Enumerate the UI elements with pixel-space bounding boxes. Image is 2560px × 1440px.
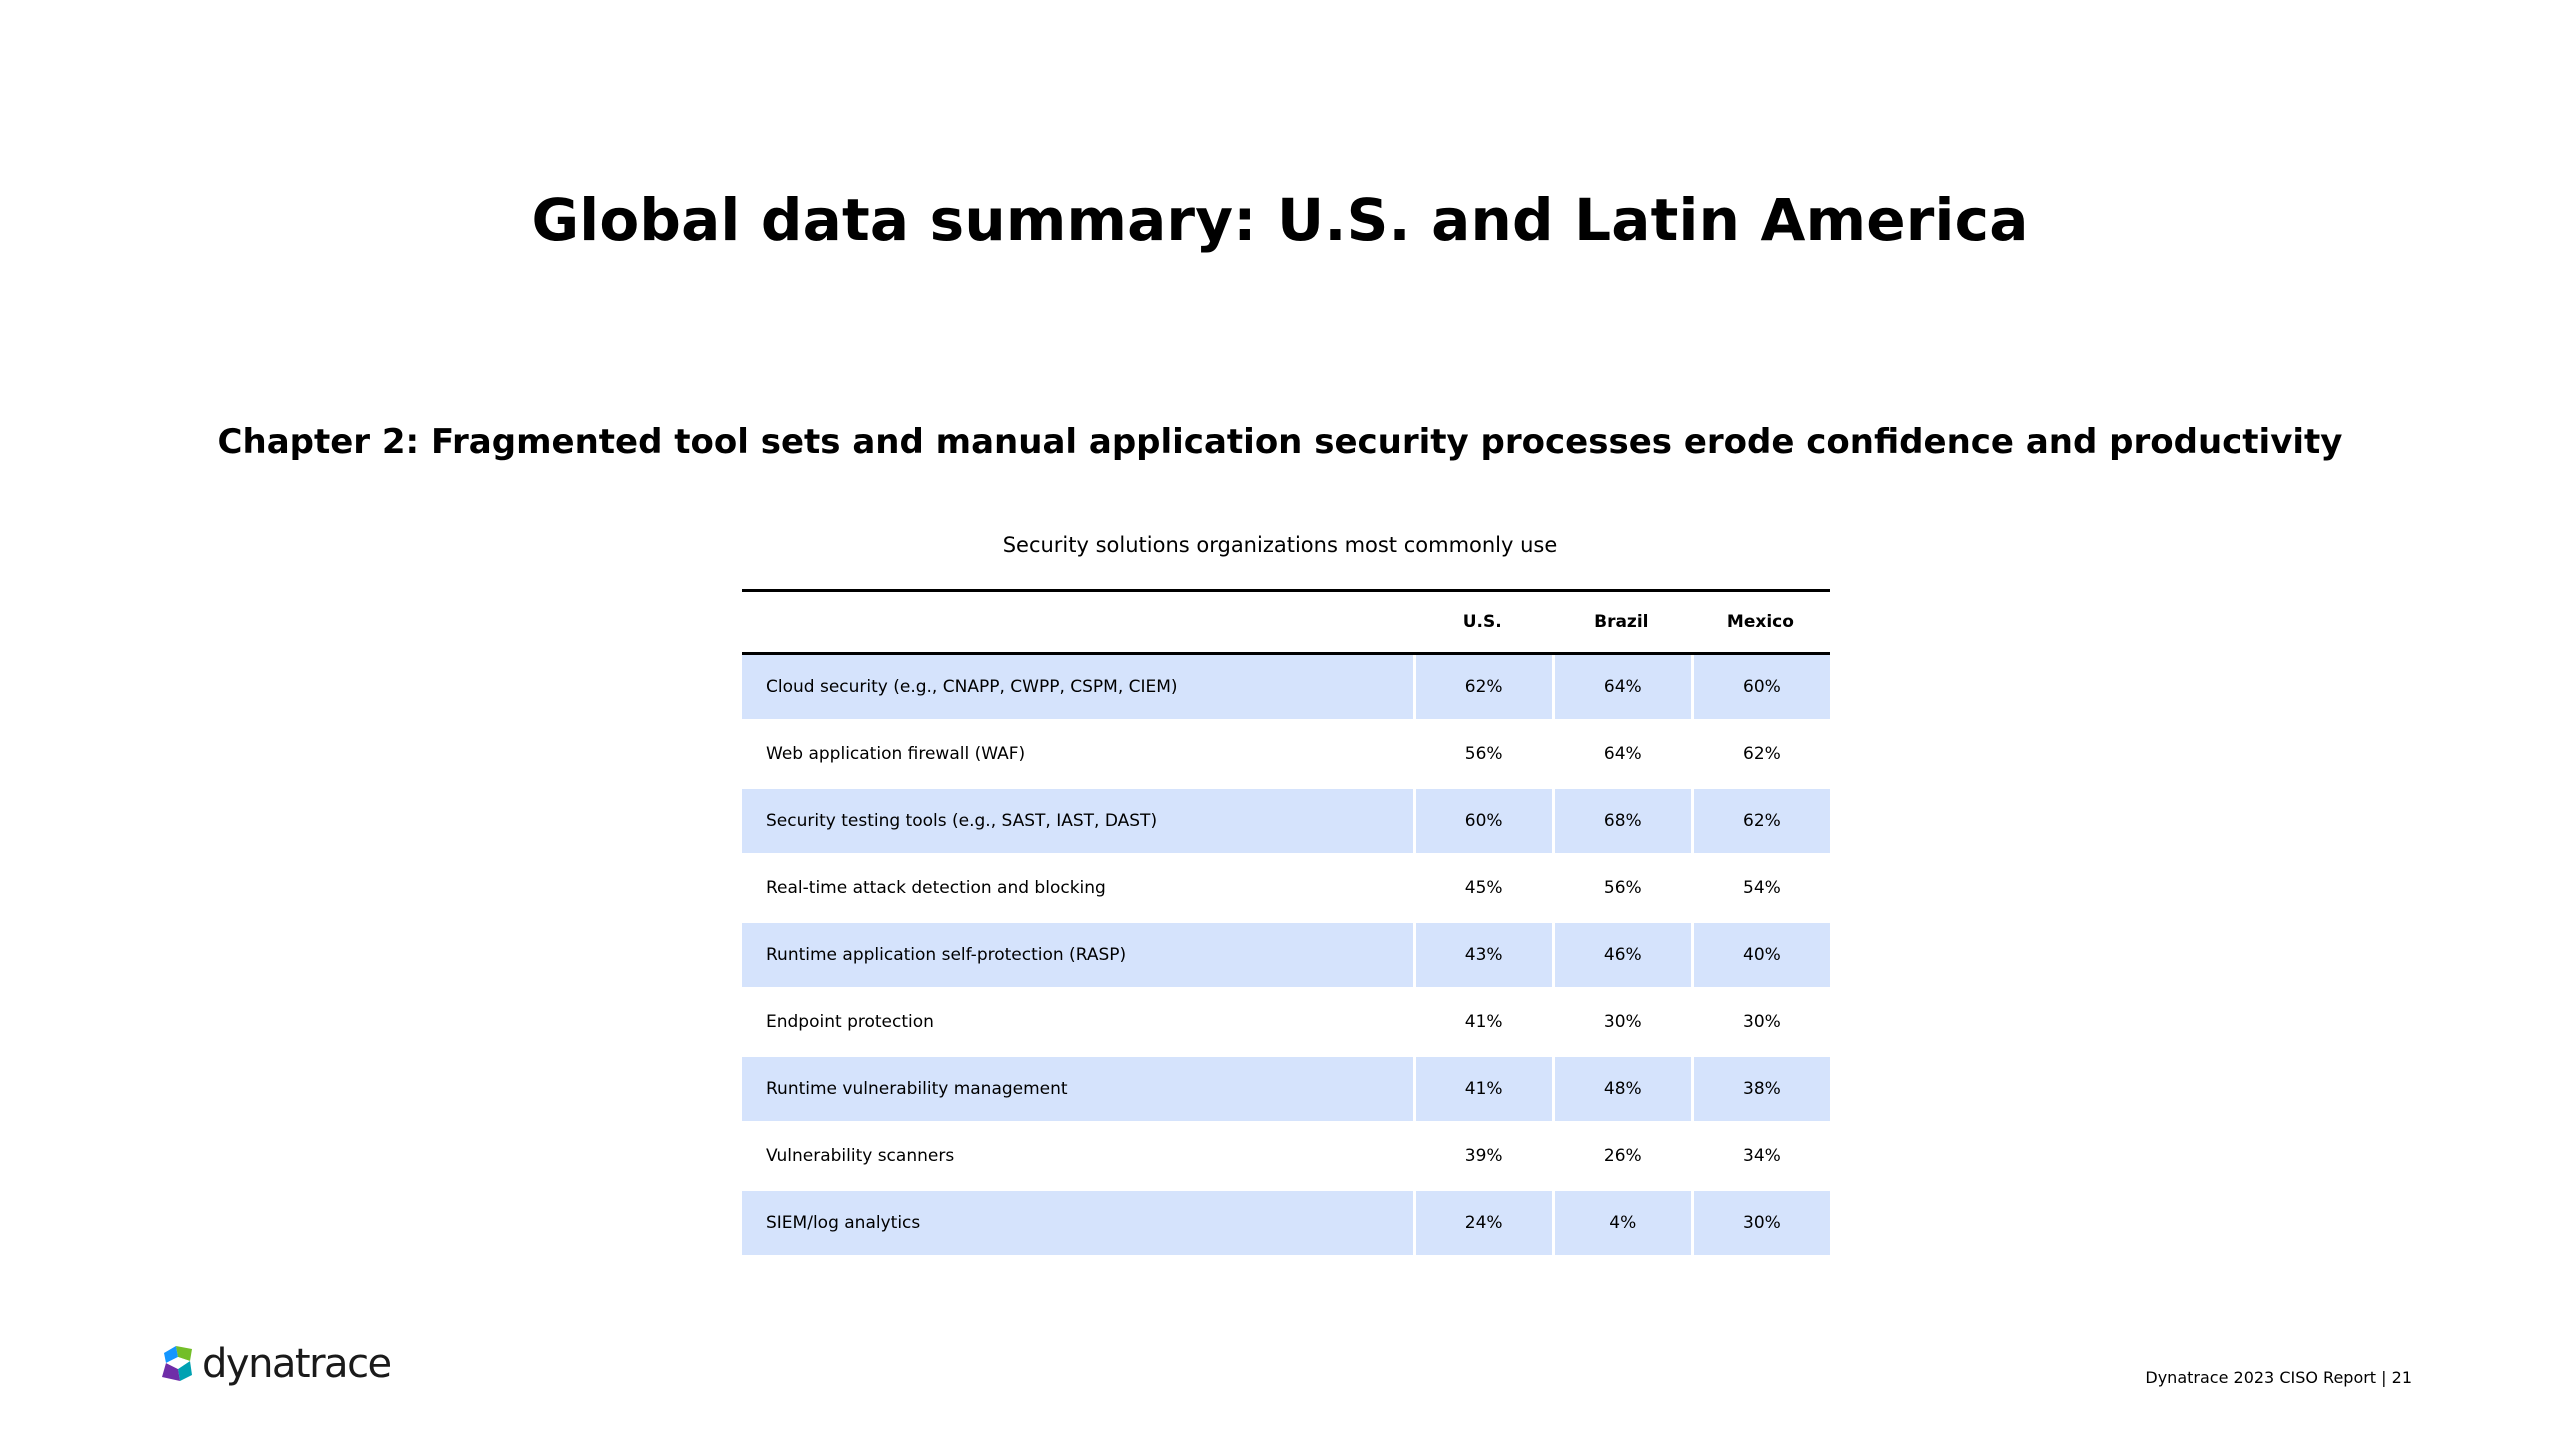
page-footer: Dynatrace 2023 CISO Report | 21 bbox=[2145, 1368, 2412, 1387]
cell-brazil: 48% bbox=[1552, 1057, 1691, 1124]
cell-mexico: 34% bbox=[1691, 1124, 1830, 1191]
column-header-brazil: Brazil bbox=[1552, 589, 1691, 655]
table-row bbox=[742, 655, 1830, 722]
table-row bbox=[742, 856, 1830, 923]
column-header-us: U.S. bbox=[1413, 589, 1552, 655]
table-row bbox=[742, 1057, 1830, 1124]
cell-mexico: 38% bbox=[1691, 1057, 1830, 1124]
table-row bbox=[742, 1124, 1830, 1191]
column-header-label bbox=[742, 589, 1413, 655]
cell-brazil: 56% bbox=[1552, 856, 1691, 923]
cell-mexico: 54% bbox=[1691, 856, 1830, 923]
row-label: Runtime application self-protection (RASP) bbox=[742, 923, 1413, 990]
cell-brazil: 26% bbox=[1552, 1124, 1691, 1191]
cell-mexico: 60% bbox=[1691, 655, 1830, 722]
page-title: Global data summary: U.S. and Latin America bbox=[531, 186, 2029, 254]
cell-mexico: 62% bbox=[1691, 722, 1830, 789]
cell-brazil: 46% bbox=[1552, 923, 1691, 990]
cell-us: 41% bbox=[1413, 1057, 1552, 1124]
row-label: Security testing tools (e.g., SAST, IAST, DAST) bbox=[742, 789, 1413, 856]
cell-us: 39% bbox=[1413, 1124, 1552, 1191]
table-row bbox=[742, 722, 1830, 789]
security-solutions-table bbox=[742, 589, 1830, 1258]
table-row bbox=[742, 990, 1830, 1057]
logo-wordmark: dynatrace bbox=[202, 1341, 391, 1387]
row-label: Vulnerability scanners bbox=[742, 1124, 1413, 1191]
cell-brazil: 30% bbox=[1552, 990, 1691, 1057]
cell-brazil: 64% bbox=[1552, 722, 1691, 789]
table-row bbox=[742, 1191, 1830, 1258]
cell-us: 45% bbox=[1413, 856, 1552, 923]
dynatrace-logo-icon bbox=[158, 1343, 198, 1385]
cell-us: 62% bbox=[1413, 655, 1552, 722]
table-row bbox=[742, 923, 1830, 990]
cell-brazil: 68% bbox=[1552, 789, 1691, 856]
table-header bbox=[742, 589, 1830, 655]
table-caption: Security solutions organizations most commonly use bbox=[1002, 533, 1558, 557]
dynatrace-logo bbox=[158, 1342, 391, 1386]
row-label: Endpoint protection bbox=[742, 990, 1413, 1057]
cell-us: 60% bbox=[1413, 789, 1552, 856]
row-label: Web application firewall (WAF) bbox=[742, 722, 1413, 789]
cell-us: 24% bbox=[1413, 1191, 1552, 1258]
cell-mexico: 62% bbox=[1691, 789, 1830, 856]
cell-us: 43% bbox=[1413, 923, 1552, 990]
cell-mexico: 40% bbox=[1691, 923, 1830, 990]
cell-brazil: 4% bbox=[1552, 1191, 1691, 1258]
row-label: SIEM/log analytics bbox=[742, 1191, 1413, 1258]
table-body bbox=[742, 655, 1830, 1258]
table-header-row bbox=[742, 589, 1830, 655]
row-label: Runtime vulnerability management bbox=[742, 1057, 1413, 1124]
row-label: Cloud security (e.g., CNAPP, CWPP, CSPM, CIEM) bbox=[742, 655, 1413, 722]
cell-us: 56% bbox=[1413, 722, 1552, 789]
table-row bbox=[742, 789, 1830, 856]
cell-mexico: 30% bbox=[1691, 1191, 1830, 1258]
cell-brazil: 64% bbox=[1552, 655, 1691, 722]
cell-us: 41% bbox=[1413, 990, 1552, 1057]
column-header-mexico: Mexico bbox=[1691, 589, 1830, 655]
chapter-heading: Chapter 2: Fragmented tool sets and manual application security processes erode confidence and productivity bbox=[217, 422, 2343, 462]
row-label: Real-time attack detection and blocking bbox=[742, 856, 1413, 923]
cell-mexico: 30% bbox=[1691, 990, 1830, 1057]
